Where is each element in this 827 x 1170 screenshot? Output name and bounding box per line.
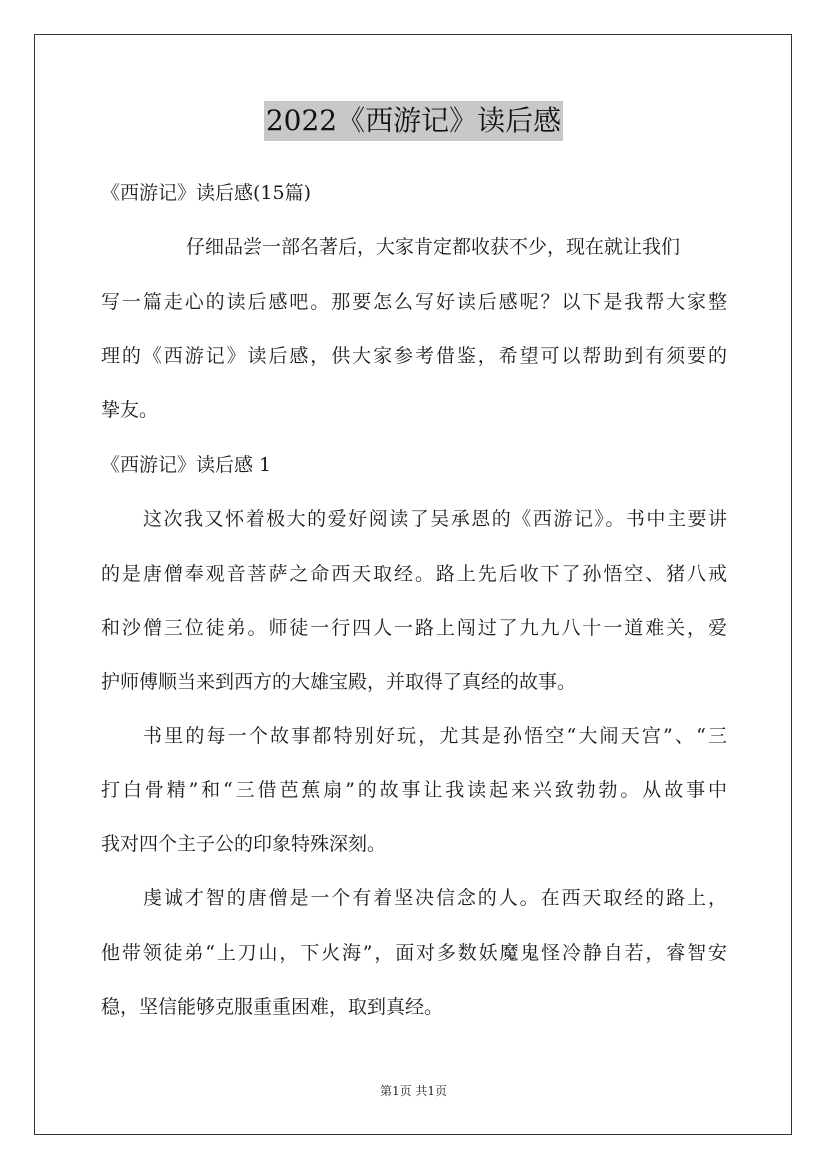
intro-line: 理的《西游记》读后感，供大家参考借鉴，希望可以帮助到有须要的 bbox=[101, 345, 727, 367]
paragraph-line: 打白骨精”和“三借芭蕉扇”的故事让我读起来兴致勃勃。从故事中 bbox=[101, 779, 727, 801]
paragraph-line: 这次我又怀着极大的爱好阅读了吴承恩的《西游记》。书中主要讲 bbox=[143, 508, 727, 530]
section-heading: 《西游记》读后感 1 bbox=[101, 454, 272, 476]
intro-line: 仔细品尝一部名著后，大家肯定都收获不少，现在就让我们 bbox=[186, 236, 681, 258]
paragraph-line: 稳，坚信能够克服重重困难，取到真经。 bbox=[101, 996, 444, 1018]
paragraph-line: 我对四个主子公的印象特殊深刻。 bbox=[101, 833, 387, 855]
document-title: 2022《西游记》读后感 bbox=[264, 101, 563, 141]
document-subtitle: 《西游记》读后感(15篇) bbox=[101, 182, 312, 204]
paragraph-line: 虔诚才智的唐僧是一个有着坚决信念的人。在西天取经的路上， bbox=[143, 887, 727, 909]
paragraph-line: 和沙僧三位徒弟。师徒一行四人一路上闯过了九九八十一道难关，爱 bbox=[101, 617, 727, 639]
title-container bbox=[0, 101, 827, 141]
paragraph-line: 他带领徒弟“上刀山，下火海”，面对多数妖魔鬼怪冷静自若，睿智安 bbox=[101, 942, 727, 964]
intro-line: 写一篇走心的读后感吧。那要怎么写好读后感呢？以下是我帮大家整 bbox=[101, 291, 727, 313]
paragraph-line: 护师傅顺当来到西方的大雄宝殿，并取得了真经的故事。 bbox=[101, 671, 577, 693]
paragraph-line: 的是唐僧奉观音菩萨之命西天取经。路上先后收下了孙悟空、猪八戒 bbox=[101, 563, 727, 585]
intro-line: 挚友。 bbox=[101, 399, 159, 421]
page-number: 第1页 共1页 bbox=[379, 1084, 448, 1098]
paragraph-line: 书里的每一个故事都特别好玩，尤其是孙悟空“大闹天宫”、“三 bbox=[143, 725, 727, 747]
